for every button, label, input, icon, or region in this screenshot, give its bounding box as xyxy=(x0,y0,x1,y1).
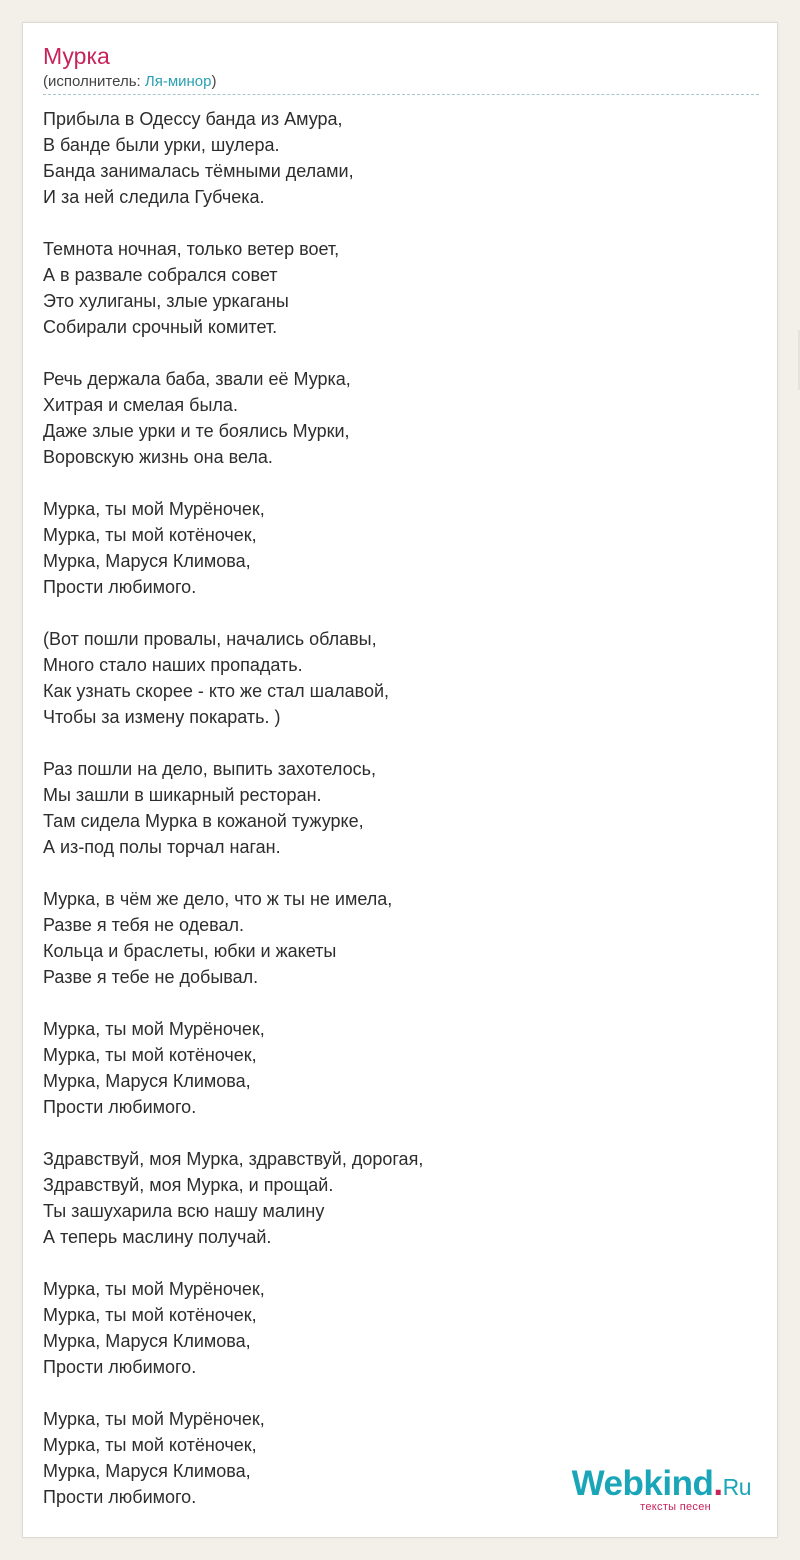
lyric-line: Банда занималась тёмными делами, xyxy=(43,161,354,181)
lyric-line: Это хулиганы, злые уркаганы xyxy=(43,291,289,311)
lyric-line: Прибыла в Одессу банда из Амура, xyxy=(43,109,343,129)
lyric-line: Чтобы за измену покарать. ) xyxy=(43,707,281,727)
stanza xyxy=(43,626,743,730)
song-title: Мурка xyxy=(43,43,110,69)
stanza xyxy=(43,886,743,990)
lyric-line: В банде были урки, шулера. xyxy=(43,135,280,155)
lyric-line: А теперь маслину получай. xyxy=(43,1227,272,1247)
performer-line xyxy=(43,73,217,90)
stanza xyxy=(43,1146,743,1250)
lyric-line: А в развале собрался совет xyxy=(43,265,278,285)
logo-brand: Webkind xyxy=(571,1464,714,1503)
lyric-line: Мурка, Маруся Климова, xyxy=(43,1071,251,1091)
logo-wordmark xyxy=(572,1466,751,1505)
lyric-line: Раз пошли на дело, выпить захотелось, xyxy=(43,759,376,779)
lyric-line: Речь держала баба, звали её Мурка, xyxy=(43,369,351,389)
lyric-line: Там сидела Мурка в кожаной тужурке, xyxy=(43,811,364,831)
webkind-logo[interactable] xyxy=(572,1466,751,1513)
lyric-line: Ты зашухарила всю нашу малину xyxy=(43,1201,325,1221)
lyric-line: Здравствуй, моя Мурка, здравствуй, дорогая, xyxy=(43,1149,424,1169)
stanza xyxy=(43,756,743,860)
stanza xyxy=(43,496,743,600)
lyrics-body xyxy=(43,106,743,1536)
lyric-line: Кольца и браслеты, юбки и жакеты xyxy=(43,941,337,961)
lyric-line: Много стало наших пропадать. xyxy=(43,655,303,675)
performer-suffix: ) xyxy=(211,73,217,90)
lyric-line: Мурка, ты мой котёночек, xyxy=(43,525,257,545)
lyric-line: Мурка, ты мой Мурёночек, xyxy=(43,1019,265,1039)
lyric-line: Как узнать скорее - кто же стал шалавой, xyxy=(43,681,390,701)
lyric-line: Прости любимого. xyxy=(43,1487,197,1507)
lyric-line: Мурка, ты мой котёночек, xyxy=(43,1305,257,1325)
logo-tld: Ru xyxy=(722,1474,751,1500)
lyric-line: Прости любимого. xyxy=(43,1357,197,1377)
lyric-line: А из-под полы торчал наган. xyxy=(43,837,281,857)
lyric-line: Хитрая и смелая была. xyxy=(43,395,238,415)
lyric-line: Собирали срочный комитет. xyxy=(43,317,278,337)
stanza xyxy=(43,1276,743,1380)
stanza xyxy=(43,1016,743,1120)
lyric-line: Здравствуй, моя Мурка, и прощай. xyxy=(43,1175,334,1195)
lyric-line: Мурка, Маруся Климова, xyxy=(43,1331,251,1351)
stanza xyxy=(43,106,743,210)
stanza xyxy=(43,366,743,470)
lyric-line: Мурка, ты мой Мурёночек, xyxy=(43,1409,265,1429)
lyric-line: Прости любимого. xyxy=(43,1097,197,1117)
stanza xyxy=(43,236,743,340)
lyric-line: И за ней следила Губчека. xyxy=(43,187,265,207)
lyric-line: Мурка, ты мой котёночек, xyxy=(43,1435,257,1455)
lyric-line: Мурка, ты мой Мурёночек, xyxy=(43,1279,265,1299)
performer-prefix: (исполнитель: xyxy=(43,73,145,90)
lyric-line: Мы зашли в шикарный ресторан. xyxy=(43,785,322,805)
lyrics-card xyxy=(22,22,778,1538)
lyric-line: Даже злые урки и те боялись Мурки, xyxy=(43,421,350,441)
lyric-line: Мурка, в чём же дело, что ж ты не имела, xyxy=(43,889,393,909)
lyric-line: Мурка, ты мой котёночек, xyxy=(43,1045,257,1065)
lyric-line: Темнота ночная, только ветер воет, xyxy=(43,239,340,259)
lyric-line: Мурка, ты мой Мурёночек, xyxy=(43,499,265,519)
lyric-line: Разве я тебе не добывал. xyxy=(43,967,259,987)
logo-subtitle: тексты песен xyxy=(640,1501,711,1513)
title-divider xyxy=(43,94,759,95)
lyric-line: Разве я тебя не одевал. xyxy=(43,915,245,935)
lyric-line: Мурка, Маруся Климова, xyxy=(43,551,251,571)
lyric-line: Мурка, Маруся Климова, xyxy=(43,1461,251,1481)
logo-dot: . xyxy=(713,1464,723,1503)
lyric-line: Воровскую жизнь она вела. xyxy=(43,447,273,467)
lyric-line: Прости любимого. xyxy=(43,577,197,597)
lyric-line: (Вот пошли провалы, начались облавы, xyxy=(43,629,377,649)
performer-link[interactable]: Ля-минор xyxy=(144,73,212,90)
